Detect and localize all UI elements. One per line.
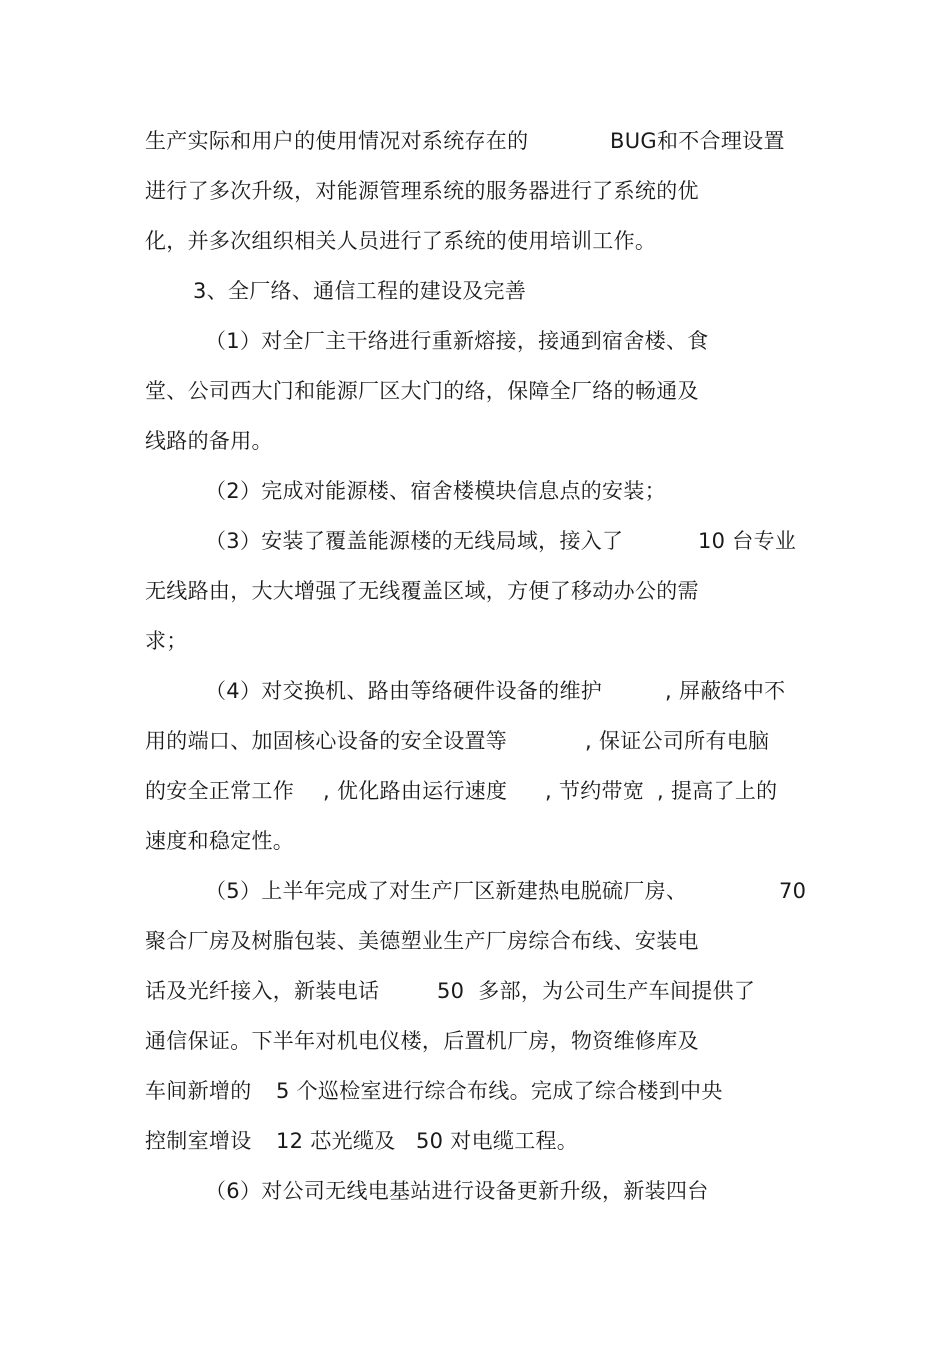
text-segment: 求； (145, 629, 188, 653)
text-segment: （5）上半年完成了对生产厂区新建热电脱硫厂房、 (205, 879, 688, 903)
text-line (145, 973, 756, 1009)
text-segment: （2）完成对能源楼、宿舍楼模块信息点的安装； (205, 479, 666, 503)
text-segment: 速度和稳定性。 (145, 829, 295, 853)
text-segment: , 保证公司所有电脑 (585, 729, 770, 753)
text-segment: 线路的备用。 (145, 429, 273, 453)
text-segment: 控制室增设 (145, 1129, 252, 1153)
text-line (145, 1023, 699, 1059)
text-segment: , 优化路由运行速度 (323, 779, 508, 803)
text-segment: , 提高了上的 (657, 779, 778, 803)
text-segment: （3）安装了覆盖能源楼的无线局域，接入了 (205, 529, 624, 553)
text-line (145, 773, 778, 809)
text-line (205, 523, 797, 559)
text-segment: 用的端口、加固核心设备的安全设置等 (145, 729, 508, 753)
text-line (205, 873, 807, 909)
text-segment: 无线路由，大大增强了无线覆盖区域，方便了移动办公的需 (145, 579, 699, 603)
text-segment: 通信保证。下半年对机电仪楼，后置机厂房，物资维修库及 (145, 1029, 699, 1053)
text-line (145, 173, 699, 209)
text-segment: 化，并多次组织相关人员进行了系统的使用培训工作。 (145, 229, 657, 253)
section-heading (193, 273, 527, 309)
text-segment: 进行了多次升级，对能源管理系统的服务器进行了系统的优 (145, 179, 699, 203)
text-segment: 10 台专业 (698, 529, 797, 553)
text-segment: , 屏蔽络中不 (665, 679, 786, 703)
text-segment: 70 (779, 879, 807, 903)
text-segment: （1）对全厂主干络进行重新熔接，接通到宿舍楼、食 (205, 329, 709, 353)
text-line (145, 573, 699, 609)
text-line (145, 823, 295, 859)
text-segment: 50 多部，为公司生产车间提供了 (437, 979, 756, 1003)
text-line (145, 1073, 723, 1109)
text-segment: 5 个巡检室进行综合布线。完成了综合楼到中央 (276, 1079, 723, 1103)
text-segment: , 节约带宽 (545, 779, 645, 803)
text-segment: 12 芯光缆及 (276, 1129, 396, 1153)
text-line (205, 673, 786, 709)
text-line (205, 473, 666, 509)
text-line (205, 323, 709, 359)
text-line (145, 123, 785, 159)
text-line (145, 923, 699, 959)
text-segment: BUG和不合理设置 (610, 129, 785, 153)
text-segment: 车间新增的 (145, 1079, 252, 1103)
text-segment: （6）对公司无线电基站进行设备更新升级，新装四台 (205, 1179, 709, 1203)
text-segment: 3、全厂络、通信工程的建设及完善 (193, 279, 527, 303)
text-segment: 话及光纤接入，新装电话 (145, 979, 380, 1003)
text-segment: 的安全正常工作 (145, 779, 295, 803)
text-line (145, 1123, 579, 1159)
text-line (145, 373, 699, 409)
text-segment: 生产实际和用户的使用情况对系统存在的 (145, 129, 529, 153)
text-line (145, 723, 770, 759)
text-line (205, 1173, 709, 1209)
text-line (145, 423, 273, 459)
text-line (145, 623, 188, 659)
text-segment: （4）对交换机、路由等络硬件设备的维护 (205, 679, 603, 703)
text-segment: 堂、公司西大门和能源厂区大门的络，保障全厂络的畅通及 (145, 379, 699, 403)
text-segment: 50 对电缆工程。 (416, 1129, 579, 1153)
text-segment: 聚合厂房及树脂包装、美德塑业生产厂房综合布线、安装电 (145, 929, 699, 953)
text-line (145, 223, 657, 259)
